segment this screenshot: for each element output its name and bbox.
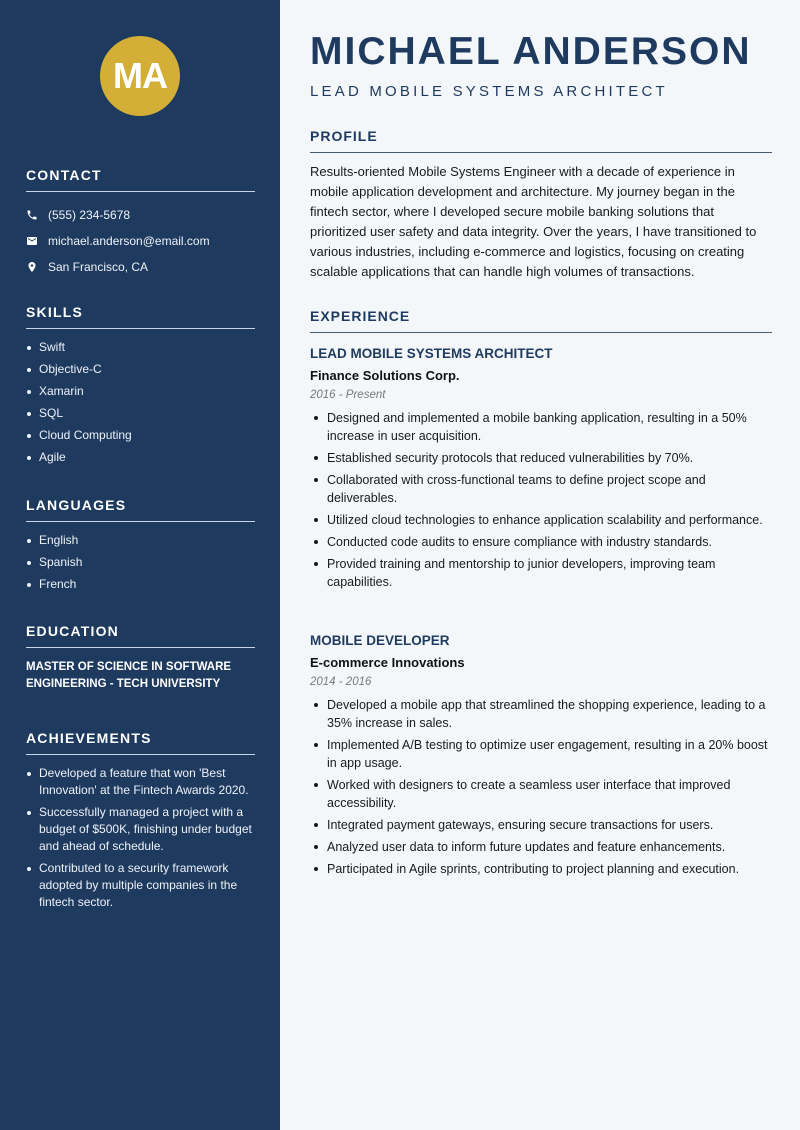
skills-section — [26, 304, 255, 471]
candidate-name: MICHAEL ANDERSON — [310, 30, 752, 73]
achievement-item: Contributed to a security framework adopted by multiple companies in the fintech sector. — [26, 860, 255, 911]
achievements-section — [26, 730, 255, 916]
contact-phone — [26, 202, 255, 228]
job-bullet: Analyzed user data to inform future updates and feature enhancements. — [310, 838, 772, 856]
experience-heading: EXPERIENCE — [310, 308, 772, 333]
job-bullet: Conducted code audits to ensure compliance with industry standards. — [310, 533, 772, 551]
achievement-item: Developed a feature that won 'Best Innovation' at the Fintech Awards 2020. — [26, 765, 255, 799]
contact-heading: CONTACT — [26, 167, 255, 192]
profile-section — [310, 128, 772, 282]
languages-list — [26, 532, 255, 593]
job-bullet: Designed and implemented a mobile banking application, resulting in a 50% increase in user acquisition. — [310, 409, 772, 445]
profile-text: Results-oriented Mobile Systems Engineer with a decade of experience in mobile application development and architecture. My journey began in the fintech sector, where I developed secure mobile banking solutions that prioritized user safety and data integrity. Over the years, I have transitioned to various industries, including e-commerce and logistics, focusing on creating scalable applications that can handle high volumes of transactions. — [310, 164, 757, 279]
skill-item: Swift — [26, 339, 255, 356]
job-role: MOBILE DEVELOPER — [310, 633, 450, 648]
job-company: Finance Solutions Corp. — [310, 368, 460, 383]
job-bullet: Provided training and mentorship to junior developers, improving team capabilities. — [310, 555, 772, 591]
job-bullet: Worked with designers to create a seamless user interface that improved accessibility. — [310, 776, 772, 812]
skills-list — [26, 339, 255, 466]
job-company: E-commerce Innovations — [310, 655, 465, 670]
job-bullet: Collaborated with cross-functional teams to define project scope and deliverables. — [310, 471, 772, 507]
job-entry — [310, 346, 772, 595]
phone-icon — [26, 209, 38, 221]
job-entry — [310, 633, 772, 882]
job-bullet: Established security protocols that reduced vulnerabilities by 70%. — [310, 449, 772, 467]
skill-item: Agile — [26, 449, 255, 466]
skill-item: Cloud Computing — [26, 427, 255, 444]
job-bullets — [310, 696, 772, 878]
job-bullet: Developed a mobile app that streamlined the shopping experience, leading to a 35% increase in sales. — [310, 696, 772, 732]
location-text: San Francisco, CA — [48, 260, 149, 274]
experience-section — [310, 308, 772, 333]
contact-list — [26, 202, 255, 280]
skill-item: SQL — [26, 405, 255, 422]
contact-section — [26, 167, 255, 280]
achievements-heading: ACHIEVEMENTS — [26, 730, 255, 755]
job-bullet: Integrated payment gateways, ensuring secure transactions for users. — [310, 816, 772, 834]
skill-item: Xamarin — [26, 383, 255, 400]
language-item: Spanish — [26, 554, 255, 571]
job-role: LEAD MOBILE SYSTEMS ARCHITECT — [310, 346, 553, 361]
job-bullet: Participated in Agile sprints, contributing to project planning and execution. — [310, 860, 772, 878]
profile-heading: PROFILE — [310, 128, 772, 153]
achievement-item: Successfully managed a project with a budget of $500K, finishing under budget and ahead of schedule. — [26, 804, 255, 855]
job-bullet: Implemented A/B testing to optimize user engagement, resulting in a 20% boost in app usage. — [310, 736, 772, 772]
language-item: English — [26, 532, 255, 549]
job-bullets — [310, 409, 772, 591]
email-icon — [26, 235, 38, 247]
education-section — [26, 623, 255, 693]
skill-item: Objective-C — [26, 361, 255, 378]
contact-email — [26, 228, 255, 254]
education-heading: EDUCATION — [26, 623, 255, 648]
phone-text: (555) 234-5678 — [48, 208, 131, 222]
location-pin-icon — [26, 261, 38, 273]
languages-heading: LANGUAGES — [26, 497, 255, 522]
languages-section — [26, 497, 255, 598]
job-dates: 2016 - Present — [310, 389, 386, 401]
achievements-list — [26, 765, 255, 911]
education-degree: MASTER OF SCIENCE IN SOFTWARE ENGINEERING - TECH UNIVERSITY — [26, 661, 232, 690]
avatar-initials: MA — [113, 55, 167, 96]
skills-heading: SKILLS — [26, 304, 255, 329]
job-bullet: Utilized cloud technologies to enhance application scalability and performance. — [310, 511, 772, 529]
avatar — [100, 36, 180, 116]
candidate-title: LEAD MOBILE SYSTEMS ARCHITECT — [310, 83, 668, 100]
language-item: French — [26, 576, 255, 593]
job-dates: 2014 - 2016 — [310, 676, 372, 688]
contact-location — [26, 254, 255, 280]
sidebar — [0, 0, 280, 1130]
email-text: michael.anderson@email.com — [48, 234, 210, 248]
